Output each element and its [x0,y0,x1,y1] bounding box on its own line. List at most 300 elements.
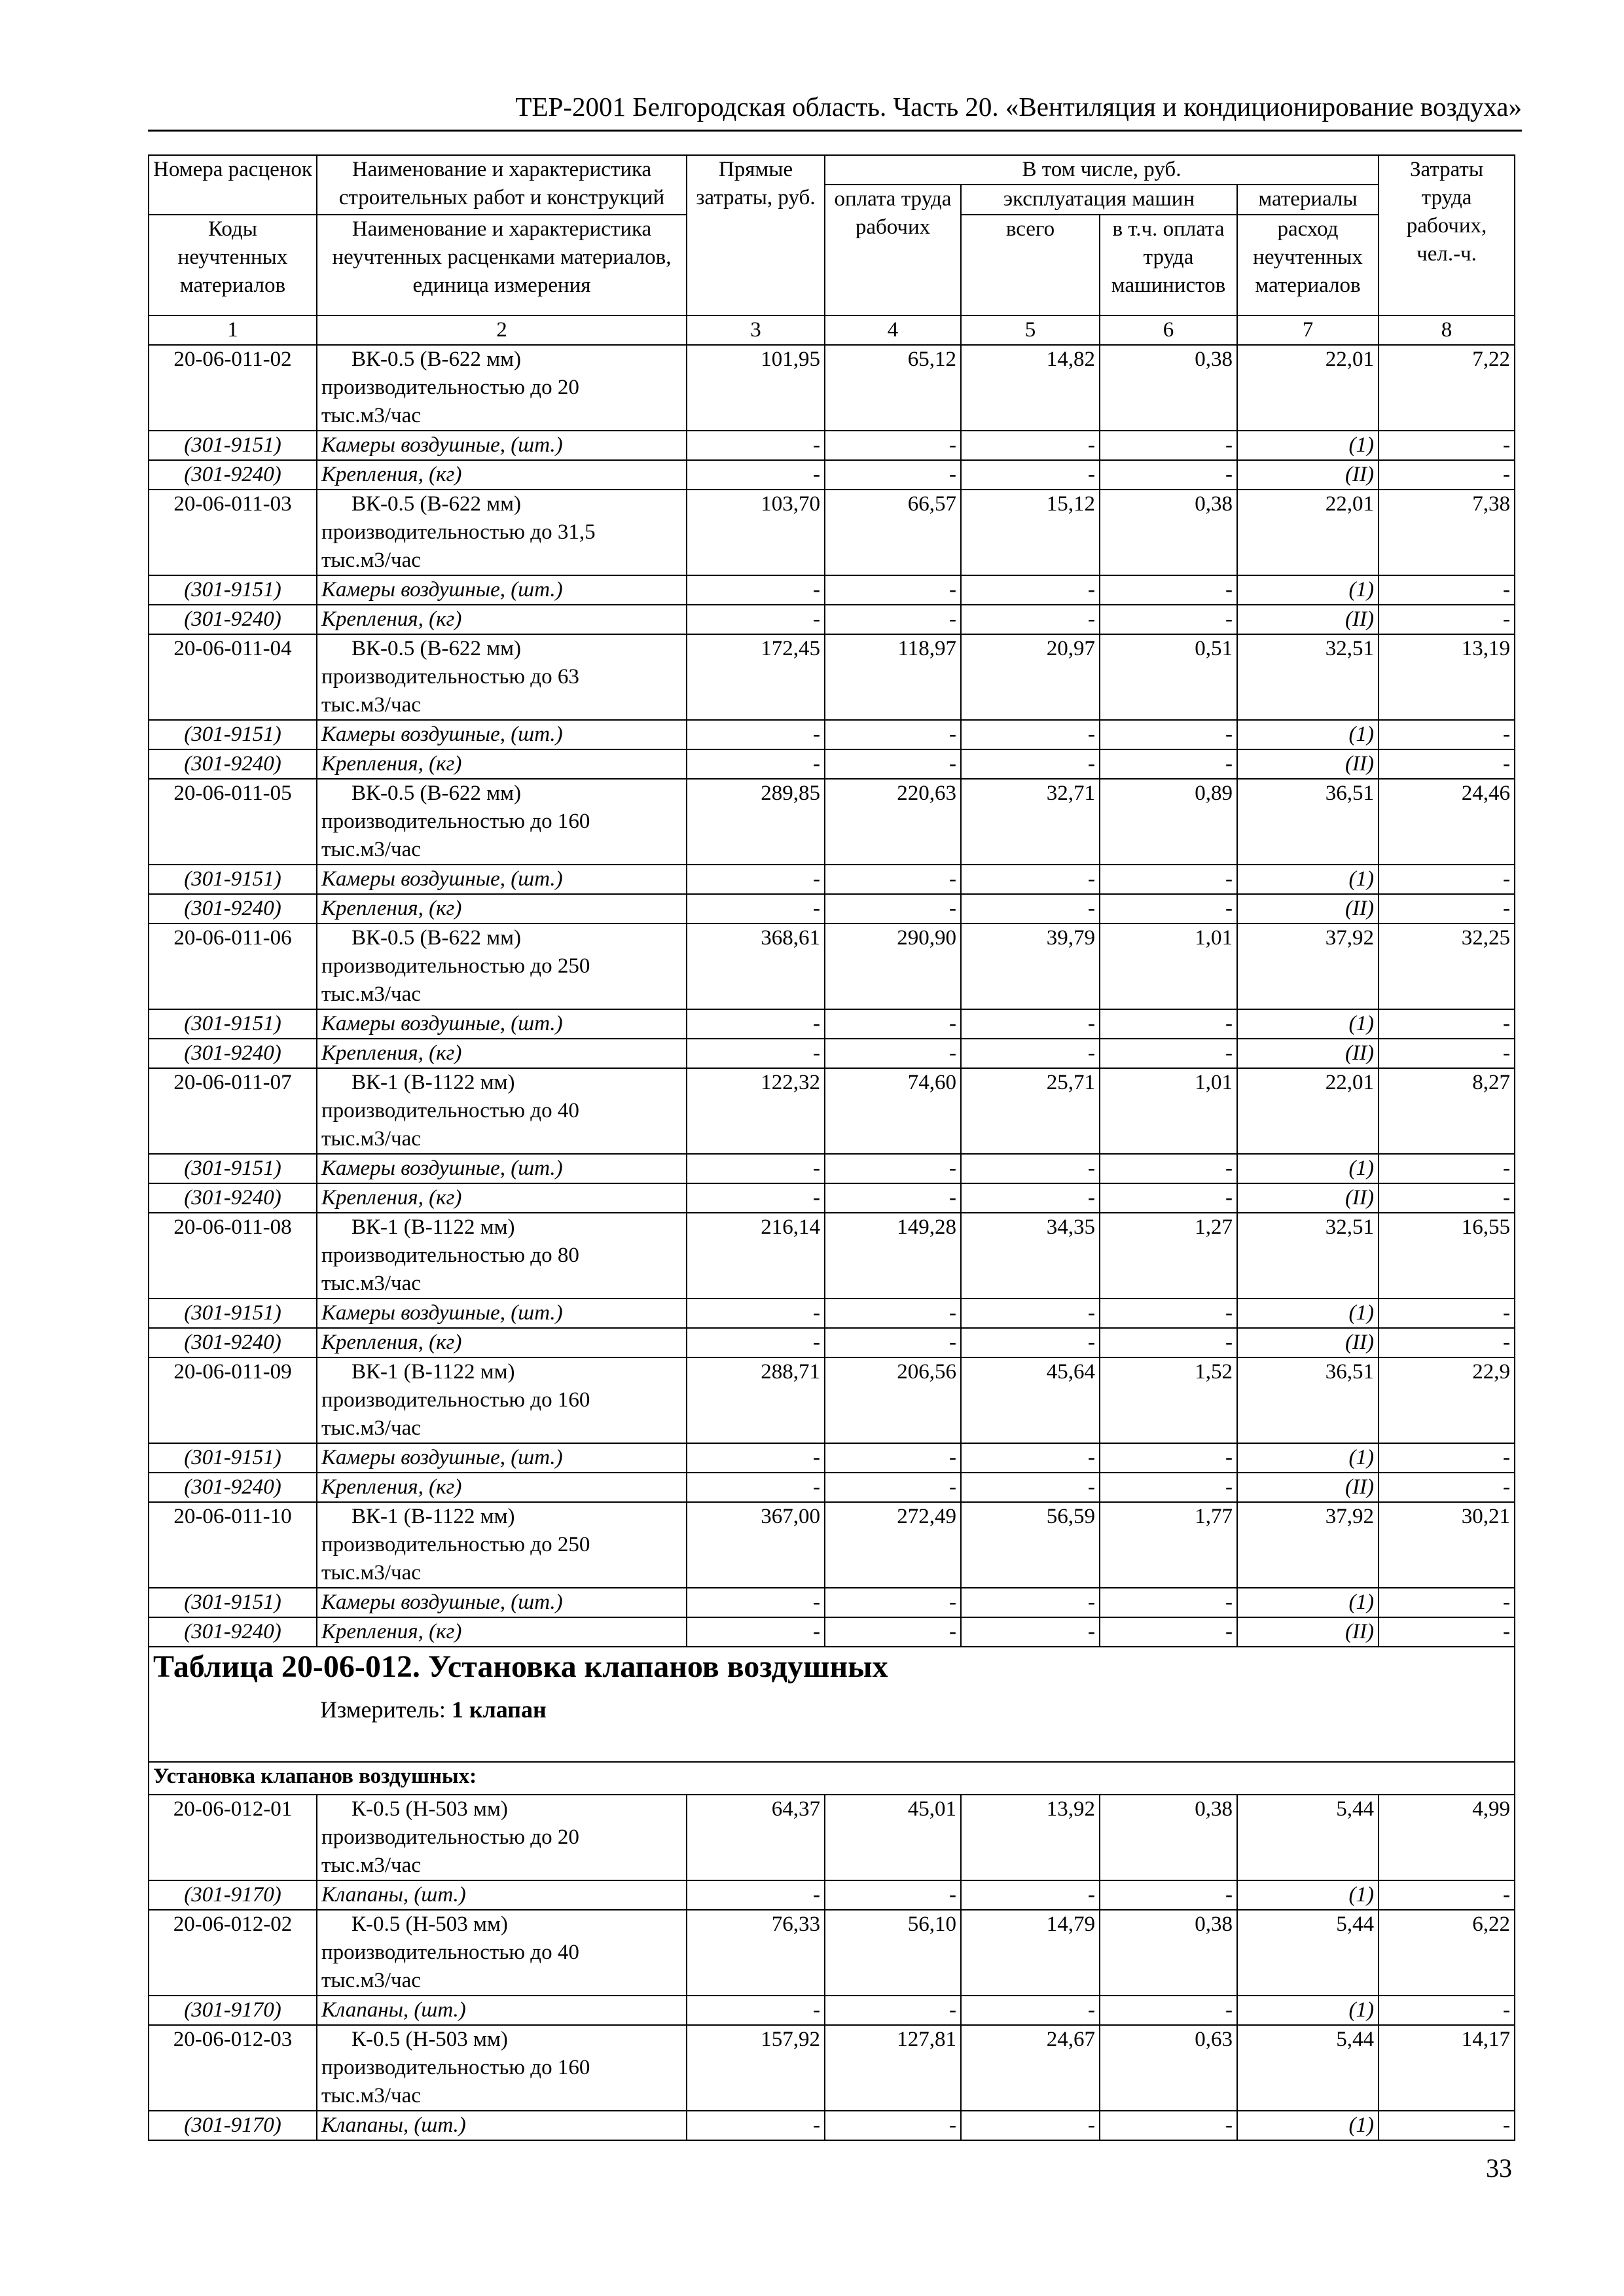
rate-value-v8: 22,9 [1379,1357,1515,1443]
rate-name-line: ВК-0.5 (В-622 мм) [352,926,522,950]
column-number: 2 [317,315,687,345]
col1-header-bottom: Коды неучтенных материалов [149,215,317,315]
rate-value-v8: 8,27 [1379,1068,1515,1154]
material-dash: - [1379,1443,1515,1473]
header-rule [148,130,1522,132]
rate-row [149,1910,1515,1996]
material-dash: - [687,431,825,460]
material-dash: - [687,1328,825,1357]
material-quantity: (1) [1237,2111,1379,2140]
rate-value-v3: 64,37 [687,1795,825,1880]
rate-name [317,924,687,1009]
material-dash: - [1379,865,1515,894]
rate-value-v3: 157,92 [687,2025,825,2111]
rate-value-v4: 127,81 [825,2025,961,2111]
rate-value-v5: 15,12 [961,490,1100,575]
material-dash: - [961,894,1100,924]
material-name: Камеры воздушные, (шт.) [317,1443,687,1473]
rate-value-v6: 0,38 [1100,490,1237,575]
rate-row [149,2025,1515,2111]
material-dash: - [825,1154,961,1183]
rate-name-line: К-0.5 (Н-503 мм) [352,2028,508,2051]
section-subheading: Установка клапанов воздушных: [149,1762,1515,1795]
rate-name [317,634,687,720]
rates-table [148,154,1515,2141]
rate-value-v8: 16,55 [1379,1213,1515,1299]
rate-name-line: тыс.м3/час [321,1416,421,1440]
material-dash: - [825,1328,961,1357]
material-dash: - [825,1039,961,1068]
column-number: 1 [149,315,317,345]
material-dash: - [961,749,1100,779]
material-dash: - [1100,749,1237,779]
rate-value-v4: 45,01 [825,1795,961,1880]
material-dash: - [961,865,1100,894]
rate-name [317,1795,687,1880]
rate-code: 20-06-011-08 [149,1213,317,1299]
material-dash: - [687,749,825,779]
rate-value-v3: 368,61 [687,924,825,1009]
material-dash: - [1379,749,1515,779]
material-dash: - [1100,605,1237,634]
material-dash: - [1100,2111,1237,2140]
material-dash: - [1100,894,1237,924]
material-dash: - [1100,1443,1237,1473]
material-name: Крепления, (кг) [317,1617,687,1647]
material-dash: - [1379,460,1515,490]
material-quantity: (1) [1237,1009,1379,1039]
material-code: (301-9151) [149,720,317,749]
material-quantity: (II) [1237,894,1379,924]
material-dash: - [1100,460,1237,490]
rate-code: 20-06-011-09 [149,1357,317,1443]
rate-row [149,634,1515,720]
rate-value-v6: 1,01 [1100,1068,1237,1154]
rate-name [317,1068,687,1154]
material-dash: - [1100,1880,1237,1910]
materials-header: материалы [1237,185,1379,215]
material-name: Клапаны, (шт.) [317,1996,687,2025]
material-dash: - [687,894,825,924]
material-dash: - [961,575,1100,605]
col6-header: в т.ч. оплата труда машинистов [1100,215,1237,315]
material-dash: - [1100,720,1237,749]
rate-value-v4: 272,49 [825,1502,961,1588]
col2-header-bottom: Наименование и характеристика неучтенных расценками материалов, единица измерения [317,215,687,315]
material-dash: - [1379,1009,1515,1039]
material-dash: - [687,1443,825,1473]
material-dash: - [825,1588,961,1617]
rate-value-v7: 32,51 [1237,1213,1379,1299]
material-code: (301-9151) [149,431,317,460]
column-number: 8 [1379,315,1515,345]
material-dash: - [687,460,825,490]
rate-value-v8: 24,46 [1379,779,1515,865]
column-number: 4 [825,315,961,345]
rate-name-line: производительностью до 250 [321,1533,590,1556]
rate-name [317,1213,687,1299]
rate-name-line: ВК-1 (В-1122 мм) [352,1505,515,1528]
material-quantity: (1) [1237,1996,1379,2025]
rate-value-v5: 25,71 [961,1068,1100,1154]
material-dash: - [961,1299,1100,1328]
rate-value-v4: 220,63 [825,779,961,865]
rate-name-line: ВК-1 (В-1122 мм) [352,1215,515,1239]
material-dash: - [825,575,961,605]
rate-name-line: тыс.м3/час [321,1854,421,1877]
material-dash: - [1379,1880,1515,1910]
rate-name-line: производительностью до 160 [321,1388,590,1412]
material-dash: - [961,1154,1100,1183]
material-name: Камеры воздушные, (шт.) [317,1154,687,1183]
rate-name-line: производительностью до 250 [321,954,590,978]
material-row [149,720,1515,749]
material-row [149,605,1515,634]
material-dash: - [961,1617,1100,1647]
rate-value-v7: 5,44 [1237,1795,1379,1880]
rate-value-v3: 101,95 [687,345,825,431]
rate-name [317,1502,687,1588]
rate-value-v4: 66,57 [825,490,961,575]
material-row [149,575,1515,605]
rate-value-v8: 6,22 [1379,1910,1515,1996]
material-dash: - [961,431,1100,460]
rate-value-v6: 0,38 [1100,345,1237,431]
rate-value-v3: 76,33 [687,1910,825,1996]
rate-value-v7: 37,92 [1237,924,1379,1009]
material-code: (301-9240) [149,1328,317,1357]
material-code: (301-9170) [149,1880,317,1910]
material-dash: - [687,1617,825,1647]
material-row [149,2111,1515,2140]
material-dash: - [961,2111,1100,2140]
material-dash: - [1379,575,1515,605]
material-dash: - [687,720,825,749]
material-dash: - [1379,894,1515,924]
material-name: Камеры воздушные, (шт.) [317,1299,687,1328]
material-row [149,1009,1515,1039]
material-code: (301-9240) [149,749,317,779]
rate-value-v8: 30,21 [1379,1502,1515,1588]
material-row [149,460,1515,490]
rate-name-line: тыс.м3/час [321,1127,421,1151]
rate-value-v3: 289,85 [687,779,825,865]
material-dash: - [1100,431,1237,460]
material-dash: - [1379,1588,1515,1617]
rate-value-v4: 149,28 [825,1213,961,1299]
material-code: (301-9151) [149,1154,317,1183]
measure-label: Измеритель: [320,1696,446,1723]
material-dash: - [825,2111,961,2140]
material-code: (301-9240) [149,1183,317,1213]
rate-name [317,490,687,575]
material-name: Камеры воздушные, (шт.) [317,1009,687,1039]
material-dash: - [1100,1473,1237,1502]
rate-name-line: производительностью до 160 [321,810,590,833]
rate-code: 20-06-011-06 [149,924,317,1009]
rate-name-line: ВК-0.5 (В-622 мм) [352,348,522,371]
material-dash: - [825,749,961,779]
rate-name-line: ВК-0.5 (В-622 мм) [352,781,522,805]
rate-value-v3: 288,71 [687,1357,825,1443]
rate-value-v5: 13,92 [961,1795,1100,1880]
material-quantity: (1) [1237,865,1379,894]
rate-name-line: К-0.5 (Н-503 мм) [352,1797,508,1821]
material-name: Камеры воздушные, (шт.) [317,865,687,894]
material-dash: - [687,605,825,634]
material-dash: - [687,1009,825,1039]
material-dash: - [1379,1154,1515,1183]
material-quantity: (1) [1237,431,1379,460]
material-dash: - [961,1183,1100,1213]
material-code: (301-9151) [149,1299,317,1328]
rate-value-v5: 24,67 [961,2025,1100,2111]
material-row [149,865,1515,894]
material-dash: - [687,1183,825,1213]
material-code: (301-9240) [149,1473,317,1502]
material-dash: - [687,1473,825,1502]
rate-name-line: тыс.м3/час [321,693,421,717]
rate-value-v4: 74,60 [825,1068,961,1154]
page-number: 33 [1486,2153,1512,2183]
rate-value-v6: 0,51 [1100,634,1237,720]
material-dash: - [961,1473,1100,1502]
material-dash: - [1379,1473,1515,1502]
material-row [149,1039,1515,1068]
rate-code: 20-06-012-02 [149,1910,317,1996]
material-dash: - [1100,1039,1237,1068]
rate-value-v4: 118,97 [825,634,961,720]
material-dash: - [825,1473,961,1502]
rate-value-v8: 7,22 [1379,345,1515,431]
col7-header: расход неучтенных материалов [1237,215,1379,315]
material-name: Клапаны, (шт.) [317,2111,687,2140]
rate-value-v8: 13,19 [1379,634,1515,720]
rate-value-v7: 5,44 [1237,1910,1379,1996]
rate-value-v5: 39,79 [961,924,1100,1009]
rate-value-v6: 0,89 [1100,779,1237,865]
material-code: (301-9240) [149,894,317,924]
material-quantity: (II) [1237,1039,1379,1068]
material-dash: - [825,605,961,634]
material-dash: - [1379,1299,1515,1328]
rate-row [149,345,1515,431]
material-dash: - [687,1880,825,1910]
material-dash: - [1379,431,1515,460]
material-dash: - [961,1328,1100,1357]
material-quantity: (II) [1237,749,1379,779]
material-dash: - [687,1039,825,1068]
material-row [149,1617,1515,1647]
rate-value-v5: 34,35 [961,1213,1100,1299]
material-quantity: (1) [1237,1299,1379,1328]
rate-name-line: производительностью до 40 [321,1941,579,1964]
rate-value-v4: 56,10 [825,1910,961,1996]
rate-value-v7: 22,01 [1237,345,1379,431]
material-dash: - [687,1996,825,2025]
material-dash: - [825,720,961,749]
material-dash: - [825,1996,961,2025]
material-dash: - [825,1617,961,1647]
material-dash: - [687,1154,825,1183]
material-dash: - [961,1880,1100,1910]
material-quantity: (1) [1237,575,1379,605]
section-subheading-row [149,1762,1515,1795]
material-dash: - [1379,1039,1515,1068]
material-dash: - [825,460,961,490]
material-name: Камеры воздушные, (шт.) [317,431,687,460]
rate-value-v4: 206,56 [825,1357,961,1443]
material-quantity: (1) [1237,720,1379,749]
material-quantity: (1) [1237,1588,1379,1617]
rate-name [317,1910,687,1996]
material-dash: - [1379,605,1515,634]
material-dash: - [1100,1009,1237,1039]
rate-value-v8: 7,38 [1379,490,1515,575]
rate-value-v3: 216,14 [687,1213,825,1299]
rate-name-line: производительностью до 63 [321,665,579,689]
rate-value-v6: 1,77 [1100,1502,1237,1588]
material-row [149,1880,1515,1910]
material-row [149,1328,1515,1357]
running-header: ТЕР-2001 Белгородская область. Часть 20. «Вентиляция и кондиционирование воздуха» [515,92,1522,122]
material-name: Крепления, (кг) [317,460,687,490]
material-row [149,749,1515,779]
table-title: Таблица 20-06-012. Установка клапанов воздушных [153,1649,888,1684]
rate-name-line: тыс.м3/час [321,548,421,572]
rate-value-v8: 32,25 [1379,924,1515,1009]
material-dash: - [1379,1996,1515,2025]
material-dash: - [961,1996,1100,2025]
rate-row [149,1502,1515,1588]
rate-value-v7: 5,44 [1237,2025,1379,2111]
rate-value-v5: 56,59 [961,1502,1100,1588]
rate-name-line: тыс.м3/час [321,1969,421,1992]
machines-header: эксплуатация машин [961,185,1237,215]
rate-value-v8: 14,17 [1379,2025,1515,2111]
material-code: (301-9151) [149,1009,317,1039]
table-title-block [149,1647,1515,1762]
material-quantity: (II) [1237,605,1379,634]
rate-name-line: тыс.м3/час [321,982,421,1006]
material-code: (301-9240) [149,460,317,490]
rate-name-line: тыс.м3/час [321,838,421,861]
rate-code: 20-06-012-01 [149,1795,317,1880]
material-dash: - [1100,1299,1237,1328]
including-header: В том числе, руб. [825,155,1379,185]
material-code: (301-9151) [149,1588,317,1617]
material-quantity: (1) [1237,1880,1379,1910]
column-number: 6 [1100,315,1237,345]
rate-name-line: ВК-0.5 (В-622 мм) [352,637,522,660]
material-code: (301-9240) [149,605,317,634]
rate-value-v7: 22,01 [1237,1068,1379,1154]
material-name: Крепления, (кг) [317,749,687,779]
material-name: Клапаны, (шт.) [317,1880,687,1910]
material-name: Крепления, (кг) [317,1183,687,1213]
material-row [149,894,1515,924]
material-code: (301-9170) [149,1996,317,2025]
rate-name-line: производительностью до 80 [321,1244,579,1267]
col5-header: всего [961,215,1100,315]
rate-value-v6: 1,52 [1100,1357,1237,1443]
rate-value-v3: 172,45 [687,634,825,720]
rate-value-v6: 0,38 [1100,1795,1237,1880]
rate-name-line: К-0.5 (Н-503 мм) [352,1912,508,1936]
material-row [149,1473,1515,1502]
material-name: Камеры воздушные, (шт.) [317,1588,687,1617]
rate-name-line: тыс.м3/час [321,404,421,427]
material-dash: - [1379,1183,1515,1213]
rate-code: 20-06-011-07 [149,1068,317,1154]
col3-header: Прямые затраты, руб. [687,155,825,315]
rate-value-v7: 36,51 [1237,779,1379,865]
material-dash: - [825,431,961,460]
column-number: 7 [1237,315,1379,345]
material-code: (301-9151) [149,575,317,605]
rate-value-v5: 32,71 [961,779,1100,865]
rate-name-line: тыс.м3/час [321,2084,421,2108]
material-dash: - [1379,1328,1515,1357]
column-number: 3 [687,315,825,345]
material-quantity: (II) [1237,460,1379,490]
col1-header-top: Номера расценок [149,155,317,215]
material-row [149,1996,1515,2025]
rate-name [317,779,687,865]
rate-code: 20-06-011-10 [149,1502,317,1588]
material-row [149,1299,1515,1328]
rate-name-line: ВК-0.5 (В-622 мм) [352,492,522,516]
measure-unit [153,1687,1510,1725]
material-dash: - [1100,1617,1237,1647]
rate-value-v3: 122,32 [687,1068,825,1154]
material-code: (301-9151) [149,1443,317,1473]
rate-name-line: ВК-1 (В-1122 мм) [352,1071,515,1094]
rate-value-v4: 290,90 [825,924,961,1009]
material-dash: - [1100,1588,1237,1617]
material-dash: - [961,1588,1100,1617]
rate-name [317,2025,687,2111]
material-dash: - [1100,1996,1237,2025]
rate-name [317,1357,687,1443]
rate-value-v6: 0,63 [1100,2025,1237,2111]
material-code: (301-9240) [149,1617,317,1647]
material-name: Крепления, (кг) [317,1039,687,1068]
material-dash: - [687,1299,825,1328]
rate-value-v3: 103,70 [687,490,825,575]
col2-header-top: Наименование и характеристика строительных работ и конструкций [317,155,687,215]
rate-value-v3: 367,00 [687,1502,825,1588]
material-name: Камеры воздушные, (шт.) [317,575,687,605]
material-quantity: (II) [1237,1183,1379,1213]
material-name: Камеры воздушные, (шт.) [317,720,687,749]
rate-value-v7: 22,01 [1237,490,1379,575]
material-row [149,1183,1515,1213]
material-row [149,431,1515,460]
rate-row [149,1068,1515,1154]
material-dash: - [687,1588,825,1617]
material-dash: - [961,1039,1100,1068]
material-dash: - [1100,1183,1237,1213]
material-dash: - [825,1443,961,1473]
material-name: Крепления, (кг) [317,605,687,634]
material-dash: - [961,605,1100,634]
rate-row [149,779,1515,865]
rate-code: 20-06-012-03 [149,2025,317,2111]
rate-value-v5: 14,82 [961,345,1100,431]
rate-code: 20-06-011-02 [149,345,317,431]
column-number: 5 [961,315,1100,345]
